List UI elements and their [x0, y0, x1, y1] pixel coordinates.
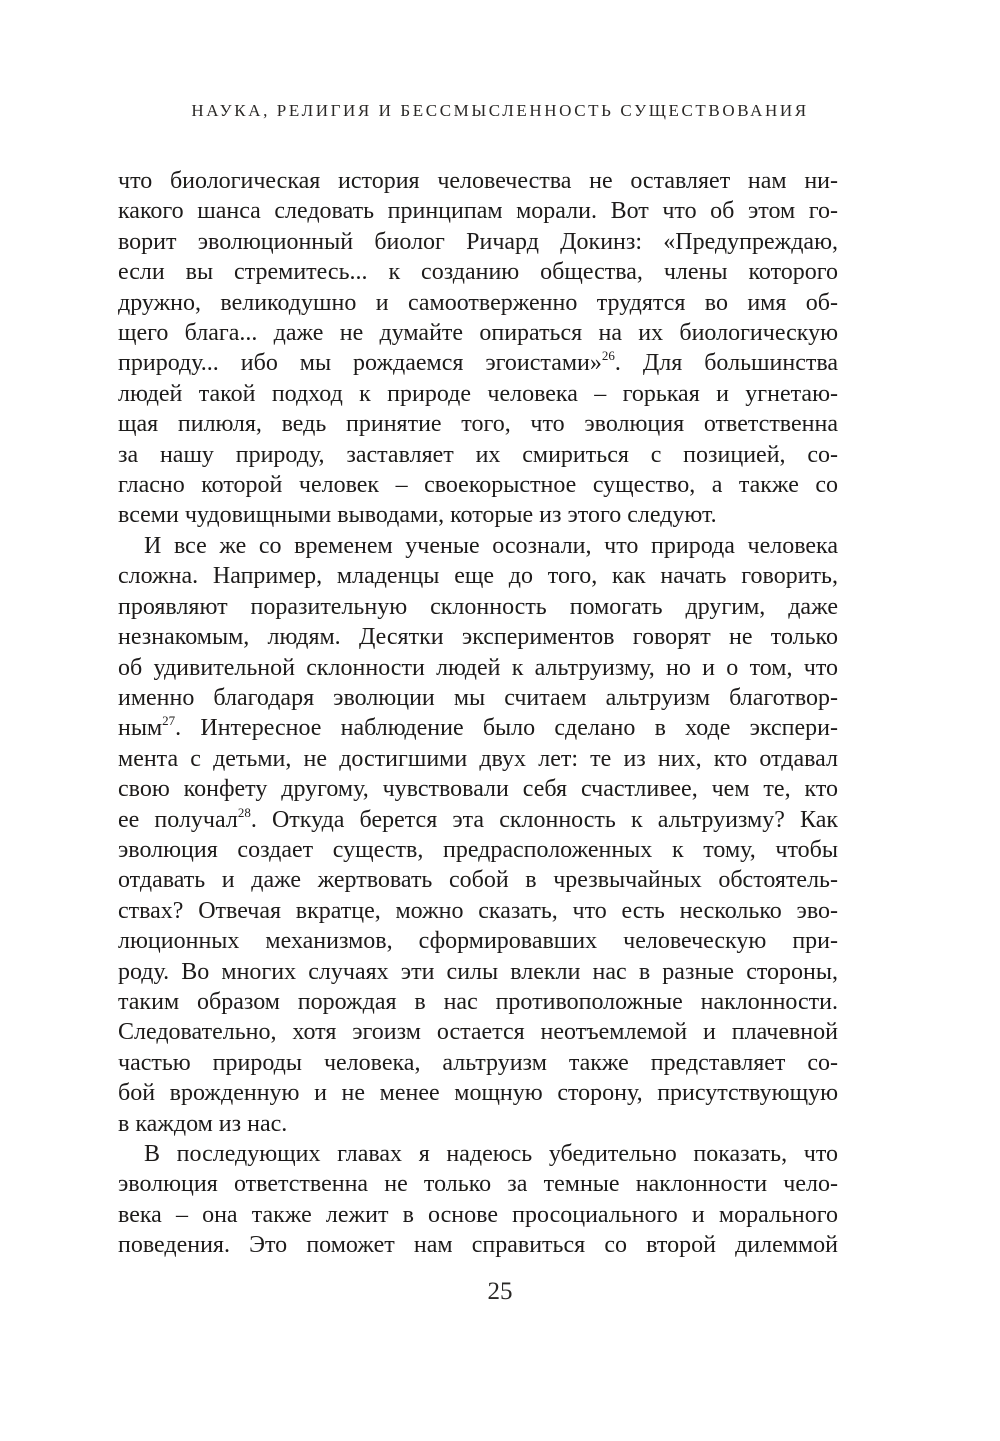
text-line: отдавать и даже жертвовать собой в чрезвычайных обстоятель-	[118, 867, 838, 894]
text-line: за нашу природу, заставляет их смириться с позицией, со-	[118, 441, 838, 468]
text-line: ствах? Отвечая вкратце, можно сказать, что есть несколько эво-	[118, 897, 838, 924]
text-line: В последующих главах я надеюсь убедительно показать, что	[144, 1141, 838, 1167]
text-line: И все же со временем ученые осознали, что природа человека	[144, 532, 838, 559]
text-line: щая пилюля, ведь принятие того, что эволюция ответственна	[118, 411, 838, 438]
text-line: дружно, великодушно и самоотверженно трудятся во имя об-	[118, 289, 838, 316]
text-line: какого шанса следовать принципам морали. Вот что об этом го-	[118, 198, 838, 225]
footnote-ref[interactable]: 28	[237, 804, 251, 820]
body-text	[118, 166, 838, 1261]
footnote-ref[interactable]: 26	[601, 348, 615, 364]
text-line: бой врожденную и не менее мощную сторону, присутствующую	[118, 1080, 838, 1107]
text-line	[118, 805, 838, 835]
line-text: . Для большинства	[614, 350, 838, 377]
text-line	[118, 348, 838, 378]
text-line: таким образом порождая в нас противоположные наклонности.	[118, 988, 838, 1015]
text-line: если вы стремитесь... к созданию общества, члены которого	[118, 259, 838, 286]
text-line: сложна. Например, младенцы еще до того, как начать говорить,	[118, 563, 838, 590]
text-line: мента с детьми, не достигшими двух лет: те из них, кто отдавал	[118, 745, 838, 772]
line-text: . Интересное наблюдение было сделано в ходе экспери-	[175, 715, 838, 742]
running-head: НАУКА, РЕЛИГИЯ И БЕССМЫСЛЕННОСТЬ СУЩЕСТВОВАНИЯ	[191, 101, 809, 120]
line-text: . Откуда берется эта склонность к альтруизму? Как	[250, 806, 838, 833]
line-text: природу... ибо мы рождаемся эгоистами»	[118, 350, 602, 377]
text-line	[118, 713, 838, 743]
text-line: в каждом из нас.	[118, 1110, 288, 1137]
text-line: людей такой подход к природе человека – горькая и угнетаю-	[118, 380, 838, 407]
text-line: незнакомым, людям. Десятки экспериментов говорят не только	[118, 624, 838, 651]
text-line: люционных механизмов, сформировавших человеческую при-	[118, 928, 838, 955]
text-line: эволюция ответственна не только за темные наклонности чело-	[118, 1171, 838, 1198]
text-line: поведения. Это поможет нам справиться со второй дилеммой	[118, 1232, 838, 1259]
text-line: века – она также лежит в основе просоциального и морального	[118, 1201, 838, 1228]
text-line: ворит эволюционный биолог Ричард Докинз: «Предупреждаю,	[118, 228, 838, 255]
text-line: свою конфету другому, чувствовали себя счастливее, чем те, кто	[118, 776, 838, 803]
text-line: всеми чудовищными выводами, которые из этого следуют.	[118, 502, 717, 529]
text-line: эволюция создает существ, предрасположенных к тому, чтобы	[118, 836, 838, 863]
text-line: щего блага... даже не думайте опираться на их биологическую	[118, 320, 838, 347]
text-line: что биологическая история человечества не оставляет нам ни-	[118, 168, 838, 194]
text-line: Следовательно, хотя эгоизм остается неотъемлемой и плачевной	[118, 1019, 838, 1046]
text-line: частью природы человека, альтруизм также представляет со-	[118, 1049, 838, 1076]
text-line: об удивительной склонности людей к альтруизму, но и о том, что	[118, 654, 838, 681]
line-text: ным	[118, 715, 163, 742]
text-line: именно благодаря эволюции мы считаем альтруизм благотвор-	[118, 684, 838, 711]
paragraph-2	[118, 531, 838, 1139]
paragraph-1	[118, 166, 838, 531]
text-line: гласно которой человек – своекорыстное существо, а также со	[118, 472, 838, 499]
line-text: ее получал	[118, 806, 238, 833]
text-line: роду. Во многих случаях эти силы влекли нас в разные стороны,	[118, 958, 838, 985]
text-line: проявляют поразительную склонность помогать другим, даже	[118, 593, 838, 620]
page-number: 25	[487, 1278, 513, 1305]
paragraph-3	[118, 1139, 838, 1261]
footnote-ref[interactable]: 27	[162, 713, 176, 729]
